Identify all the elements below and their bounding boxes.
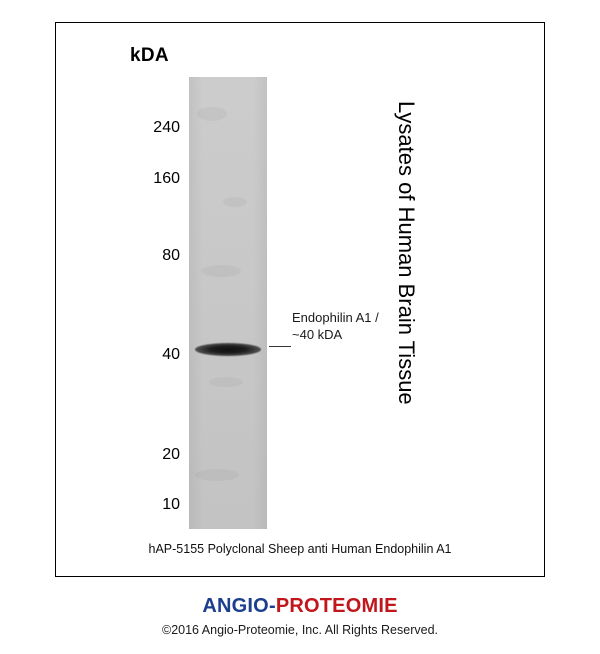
lane-speck — [195, 469, 239, 481]
copyright-notice: ©2016 Angio-Proteomie, Inc. All Rights Reserved. — [161, 623, 439, 637]
blot-lane — [189, 77, 267, 529]
lane-speck — [223, 197, 247, 207]
western-blot-figure — [55, 22, 545, 577]
ladder-marker: 10 — [162, 496, 180, 513]
figure-caption: hAP-5155 Polyclonal Sheep anti Human Endophilin A1 — [148, 542, 452, 556]
lane-speck — [209, 377, 243, 387]
lane-speck — [197, 107, 227, 121]
band-annotation-line-2: ~40 kDA — [292, 327, 343, 342]
company-logo — [0, 595, 600, 618]
ladder-marker: 160 — [153, 170, 180, 187]
ladder-marker: 20 — [162, 446, 180, 463]
brand-name-part2: PROTEOMIE — [275, 595, 398, 617]
ladder-marker: 80 — [162, 247, 180, 264]
kda-axis-title: kDA — [130, 45, 169, 66]
band-leader-line — [269, 346, 291, 347]
ladder-marker: 240 — [153, 119, 180, 136]
band-annotation-line-1: Endophilin A1 / — [292, 310, 379, 325]
brand-name-dash: - — [268, 595, 276, 617]
brand-name-part1: ANGIO — [202, 595, 269, 617]
protein-band — [195, 343, 261, 356]
sample-label: Lysates of Human Brain Tissue — [394, 101, 419, 405]
lane-speck — [201, 265, 241, 277]
ladder-marker: 40 — [162, 346, 180, 363]
